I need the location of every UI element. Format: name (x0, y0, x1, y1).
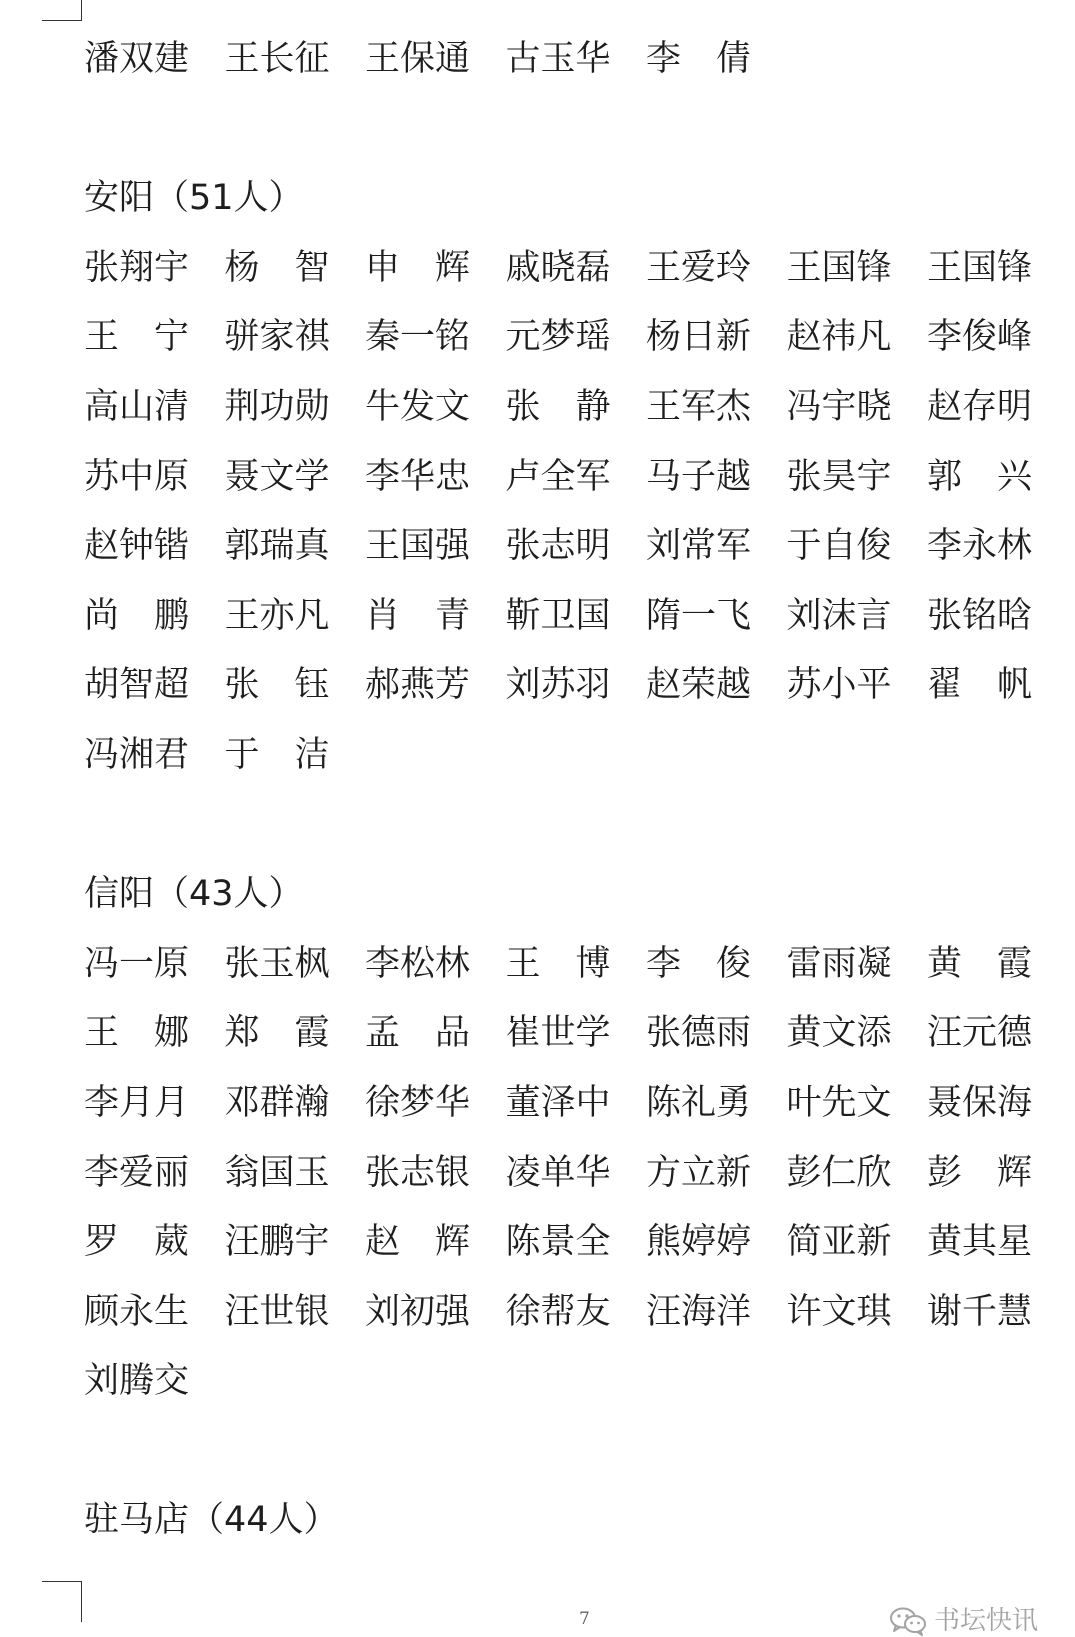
name-row (84, 1139, 1064, 1209)
name-cell: 李 倩 (646, 39, 752, 79)
name-cell: 陈景全 (505, 1222, 611, 1263)
blank-line (84, 791, 1064, 861)
name-cell: 郑 霞 (224, 1013, 330, 1054)
name-cell: 赵存明 (927, 386, 1033, 427)
watermark (888, 1606, 1038, 1636)
blank-line (84, 95, 1064, 165)
name-cell: 张志银 (365, 1152, 471, 1193)
name-cell: 汪元德 (927, 1013, 1033, 1054)
name-row (84, 1069, 1064, 1139)
name-cell: 李 俊 (646, 943, 752, 984)
name-cell: 凌单华 (505, 1152, 611, 1193)
name-cell: 张玉枫 (224, 943, 330, 984)
name-cell: 李俊峰 (927, 317, 1033, 358)
name-cell: 王 博 (505, 943, 611, 984)
name-row (84, 721, 1064, 791)
name-cell: 潘双建 (84, 39, 190, 79)
name-cell: 赵 辉 (365, 1222, 471, 1263)
blank-line (84, 1417, 1064, 1487)
name-cell: 李月月 (84, 1082, 190, 1123)
name-cell: 徐梦华 (365, 1082, 471, 1123)
name-cell: 胡智超 (84, 665, 190, 706)
name-cell: 古玉华 (505, 39, 611, 79)
name-cell: 邓群瀚 (224, 1082, 330, 1123)
name-cell: 李永林 (927, 526, 1033, 567)
name-cell: 刘常军 (646, 526, 752, 567)
name-cell: 刘苏羽 (505, 665, 611, 706)
name-cell: 王国强 (365, 526, 471, 567)
name-cell: 张铭晗 (927, 595, 1033, 636)
name-row (84, 651, 1064, 721)
name-cell: 汪海洋 (646, 1291, 752, 1332)
name-cell: 王爱玲 (646, 247, 752, 288)
name-cell: 王国锋 (927, 247, 1033, 288)
name-cell: 尚 鹏 (84, 595, 190, 636)
name-cell: 翟 帆 (927, 665, 1033, 706)
name-cell: 张 钰 (224, 665, 330, 706)
name-cell: 王国锋 (786, 247, 892, 288)
name-row (84, 1208, 1064, 1278)
name-cell: 郭 兴 (927, 456, 1033, 497)
name-cell: 黄 霞 (927, 943, 1033, 984)
name-cell: 汪鹏宇 (224, 1222, 330, 1263)
name-cell: 谢千慧 (927, 1291, 1033, 1332)
name-cell: 赵祎凡 (786, 317, 892, 358)
name-cell: 崔世学 (505, 1013, 611, 1054)
name-cell: 雷雨凝 (786, 943, 892, 984)
intro-row (84, 25, 1064, 95)
name-cell: 苏小平 (786, 665, 892, 706)
name-cell: 荆功勋 (224, 386, 330, 427)
watermark-text: 书坛快讯 (934, 1606, 1039, 1636)
name-cell: 张志明 (505, 526, 611, 567)
wechat-icon (888, 1606, 928, 1636)
name-cell: 高山清 (84, 386, 190, 427)
name-cell: 卢全军 (505, 456, 611, 497)
name-row (84, 1278, 1064, 1348)
name-row (84, 999, 1064, 1069)
name-cell: 刘初强 (365, 1291, 471, 1332)
name-cell: 刘腾交 (84, 1361, 190, 1402)
name-cell: 彭仁欣 (786, 1152, 892, 1193)
name-cell: 黄文添 (786, 1013, 892, 1054)
name-row (84, 930, 1064, 1000)
name-row (84, 1347, 1064, 1417)
section-title-zhumadian: 驻马店（44人） (84, 1500, 339, 1541)
name-cell: 董泽中 (505, 1082, 611, 1123)
name-cell: 冯湘君 (84, 734, 190, 775)
name-cell: 王亦凡 (224, 595, 330, 636)
name-cell: 肖 青 (365, 595, 471, 636)
name-cell: 冯宇晓 (786, 386, 892, 427)
name-cell: 苏中原 (84, 456, 190, 497)
name-cell: 于自俊 (786, 526, 892, 567)
name-cell: 杨日新 (646, 317, 752, 358)
name-cell: 王军杰 (646, 386, 752, 427)
name-cell: 赵钟锴 (84, 526, 190, 567)
name-cell: 冯一原 (84, 943, 190, 984)
name-cell: 马子越 (646, 456, 752, 497)
name-cell: 张 静 (505, 386, 611, 427)
document-body (84, 25, 1064, 1556)
name-cell: 张德雨 (646, 1013, 752, 1054)
name-cell: 方立新 (646, 1152, 752, 1193)
name-cell: 熊婷婷 (646, 1222, 752, 1263)
name-cell: 汪世银 (224, 1291, 330, 1332)
name-cell: 孟 品 (365, 1013, 471, 1054)
name-cell: 靳卫国 (505, 595, 611, 636)
name-cell: 戚晓磊 (505, 247, 611, 288)
name-row (84, 582, 1064, 652)
name-cell: 罗 葳 (84, 1222, 190, 1263)
name-cell: 王保通 (365, 39, 471, 79)
name-row (84, 443, 1064, 513)
section-title-xinyang: 信阳（43人） (84, 874, 304, 915)
section-title-anyang: 安阳（51人） (84, 178, 304, 219)
name-cell: 郝燕芳 (365, 665, 471, 706)
name-cell: 彭 辉 (927, 1152, 1033, 1193)
name-cell: 王 娜 (84, 1013, 190, 1054)
name-row (84, 303, 1064, 373)
name-cell: 王长征 (224, 39, 330, 79)
name-row (84, 512, 1064, 582)
name-cell: 赵荣越 (646, 665, 752, 706)
name-cell: 王 宁 (84, 317, 190, 358)
name-cell: 许文琪 (786, 1291, 892, 1332)
name-cell: 聂文学 (224, 456, 330, 497)
name-cell: 郭瑞真 (224, 526, 330, 567)
crop-mark-bottom (42, 1581, 82, 1622)
name-cell: 顾永生 (84, 1291, 190, 1332)
name-cell: 张昊宇 (786, 456, 892, 497)
name-cell: 秦一铭 (365, 317, 471, 358)
name-row (84, 234, 1064, 304)
name-cell: 黄其星 (927, 1222, 1033, 1263)
name-cell: 元梦瑶 (505, 317, 611, 358)
name-cell: 申 辉 (365, 247, 471, 288)
name-cell: 李华忠 (365, 456, 471, 497)
name-cell: 聂保海 (927, 1082, 1033, 1123)
name-cell: 翁国玉 (224, 1152, 330, 1193)
crop-mark-top (42, 0, 82, 21)
name-cell: 刘沫言 (786, 595, 892, 636)
name-cell: 张翔宇 (84, 247, 190, 288)
name-cell: 陈礼勇 (646, 1082, 752, 1123)
page-number: 7 (579, 1609, 590, 1629)
name-cell: 简亚新 (786, 1222, 892, 1263)
name-cell: 李爱丽 (84, 1152, 190, 1193)
name-cell: 骈家祺 (224, 317, 330, 358)
name-cell: 隋一飞 (646, 595, 752, 636)
name-cell: 杨 智 (224, 247, 330, 288)
name-cell: 徐帮友 (505, 1291, 611, 1332)
name-cell: 叶先文 (786, 1082, 892, 1123)
name-cell: 李松林 (365, 943, 471, 984)
name-cell: 于 洁 (224, 734, 330, 775)
name-row (84, 373, 1064, 443)
name-cell: 牛发文 (365, 386, 471, 427)
